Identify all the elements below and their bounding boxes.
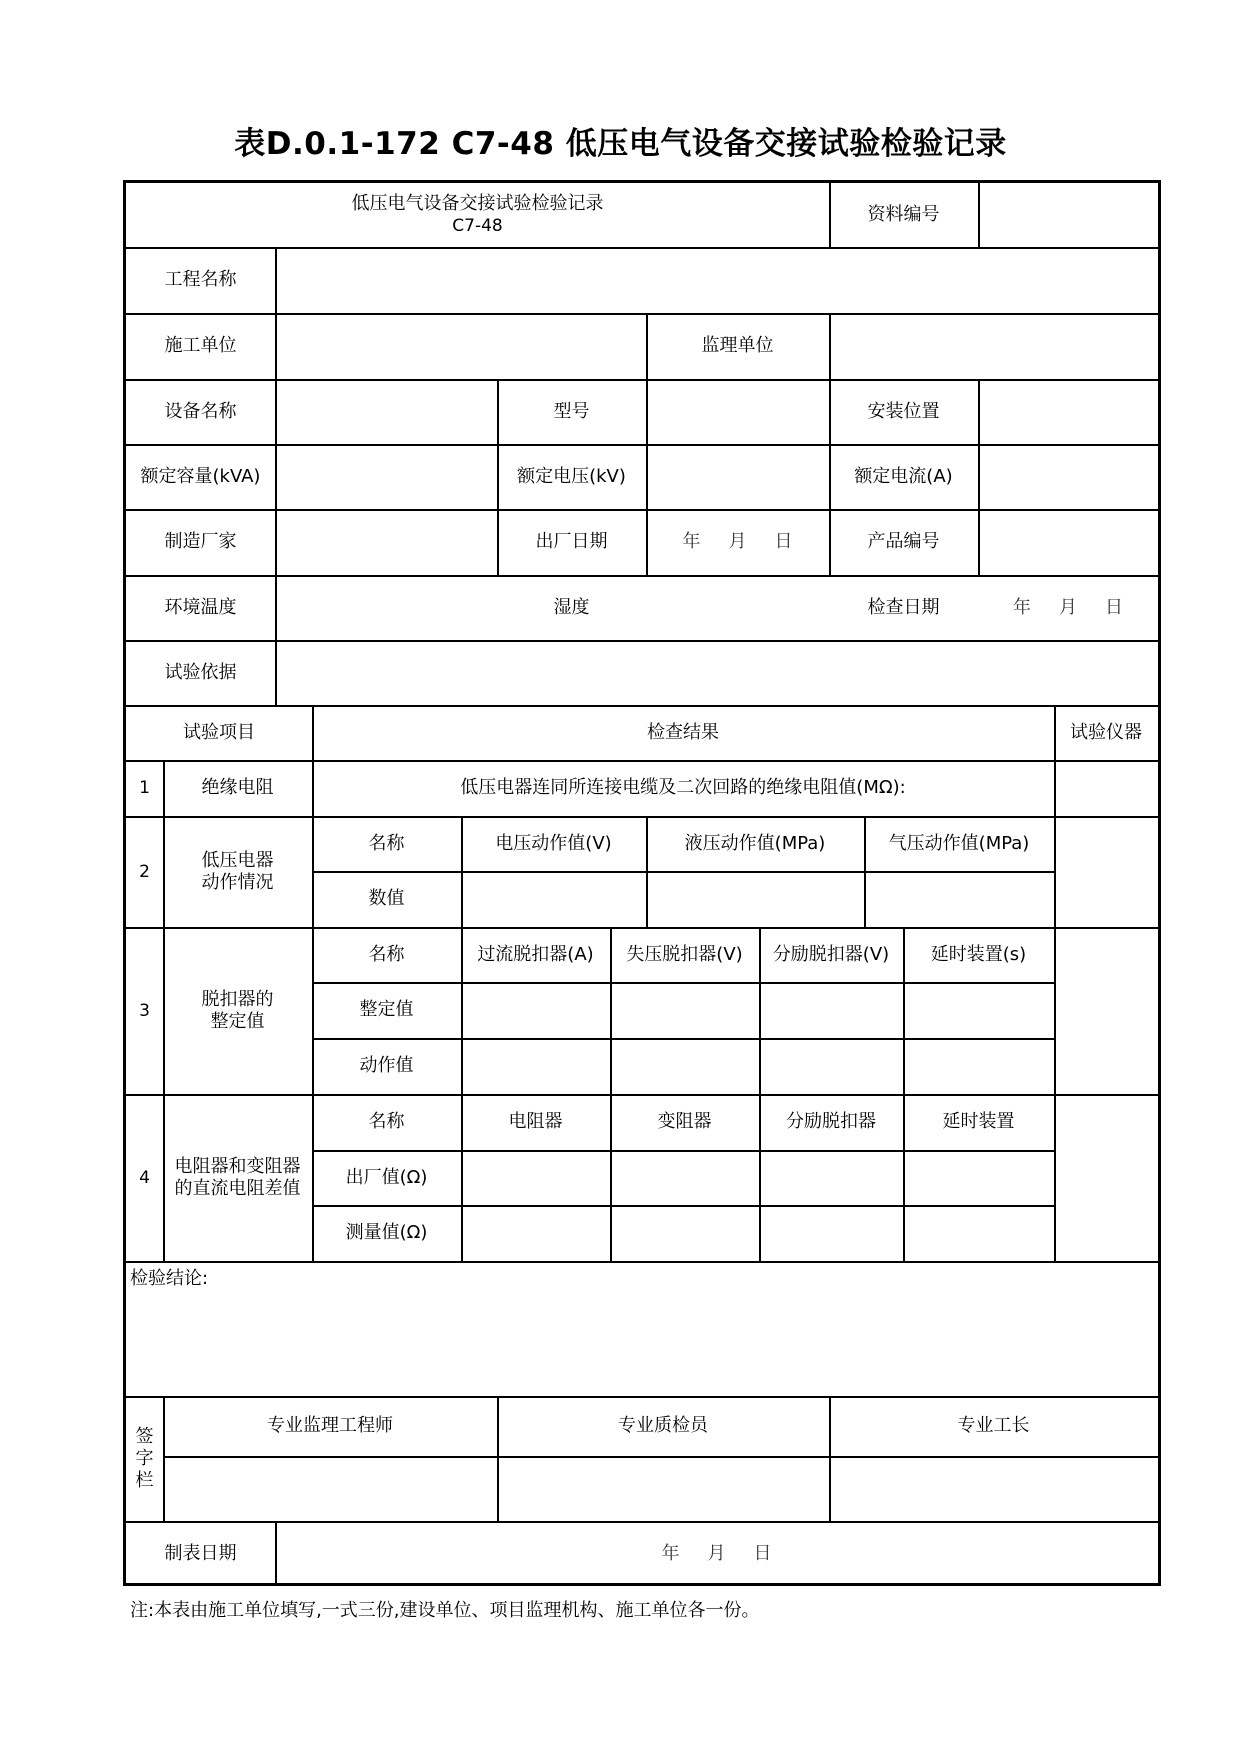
- pneumatic-action-value-field[interactable]: [864, 871, 1054, 927]
- item-2-row-label: 名称: [368, 832, 405, 854]
- test-item-header: 试验项目: [183, 721, 255, 743]
- item-3-row-label: 整定值: [359, 999, 414, 1020]
- footnote: 注:本表由施工单位填写,一式三份,建设单位、项目监理机构、施工单位各一份。: [130, 1600, 760, 1621]
- year-char: 年: [1013, 596, 1031, 618]
- day-char: 日: [1105, 596, 1123, 618]
- rated-capacity-field[interactable]: [275, 444, 497, 509]
- item-2-no: 2: [139, 861, 150, 882]
- check-date-field[interactable]: [978, 575, 1158, 640]
- check-date-label: 检查日期: [867, 596, 940, 618]
- month-char: 月: [707, 1542, 726, 1564]
- factory-date-label: 出厂日期: [535, 531, 608, 552]
- setting-value-field[interactable]: [610, 982, 759, 1038]
- action-value-field[interactable]: [759, 1038, 903, 1094]
- pneumatic-action-header: 气压动作值(MPa): [888, 832, 1030, 854]
- project-name-label: 工程名称: [164, 269, 237, 290]
- factory-value-field[interactable]: [759, 1150, 903, 1205]
- conclusion-area[interactable]: [126, 1261, 1158, 1396]
- foreman-label: 专业工长: [957, 1415, 1030, 1436]
- measured-value-field[interactable]: [461, 1205, 610, 1261]
- hydraulic-action-value-field[interactable]: [646, 871, 864, 927]
- voltage-action-header: 电压动作值(V): [495, 832, 612, 854]
- check-result-header: 检查结果: [647, 721, 719, 743]
- hydraulic-action-header: 液压动作值(MPa): [684, 832, 826, 854]
- factory-value-field[interactable]: [461, 1150, 610, 1205]
- foreman-signature-field[interactable]: [829, 1456, 1158, 1521]
- item-3-name-line2: 整定值: [210, 1010, 265, 1032]
- item-4-row-label: 出厂值(Ω): [345, 1166, 428, 1188]
- quality-inspector-signature-field[interactable]: [497, 1456, 829, 1521]
- factory-value-field[interactable]: [903, 1150, 1054, 1205]
- action-value-field[interactable]: [903, 1038, 1054, 1094]
- form-header-title: [126, 183, 829, 247]
- rated-current-field[interactable]: [978, 444, 1158, 509]
- equipment-name-field[interactable]: [275, 379, 497, 444]
- year-char: 年: [682, 531, 701, 552]
- item-4-instrument-field[interactable]: [1054, 1094, 1158, 1261]
- item-2-name: [163, 816, 312, 927]
- item-3-instrument-field[interactable]: [1054, 927, 1158, 1094]
- shunt-release-header: 分励脱扣器: [786, 1111, 876, 1132]
- item-4-no: 4: [139, 1167, 150, 1188]
- signature-char: 签: [135, 1425, 154, 1447]
- item-2-name-line1: 低压电器: [201, 849, 274, 871]
- factory-date-field[interactable]: [646, 509, 829, 575]
- doc-no-field[interactable]: [978, 183, 1158, 247]
- voltage-action-value-field[interactable]: [461, 871, 646, 927]
- manufacturer-label: 制造厂家: [164, 531, 237, 552]
- item-3-row-label: 动作值: [359, 1055, 414, 1076]
- humidity-label: 湿度: [553, 596, 590, 618]
- item-2-row-label: 数值: [368, 888, 405, 909]
- signature-char: 栏: [135, 1469, 154, 1491]
- month-char: 月: [728, 531, 747, 552]
- month-char: 月: [1059, 596, 1077, 618]
- supervision-unit-field[interactable]: [829, 313, 1158, 379]
- test-basis-label: 试验依据: [164, 661, 237, 683]
- item-3-name-line1: 脱扣器的: [201, 988, 274, 1010]
- rated-capacity-label: 额定容量(kVA): [140, 465, 261, 487]
- overcurrent-release-header: 过流脱扣器(A): [477, 943, 594, 965]
- form-code: C7-48: [452, 216, 503, 236]
- page-title: 表D.0.1-172 C7-48 低压电气设备交接试验检验记录: [234, 126, 1007, 162]
- item-4-name-line2: 的直流电阻差值: [174, 1177, 301, 1199]
- signature-char: 字: [135, 1447, 154, 1469]
- construction-unit-field[interactable]: [275, 313, 646, 379]
- item-4-row-label: 测量值(Ω): [345, 1222, 428, 1243]
- rated-current-label: 额定电流(A): [854, 465, 953, 487]
- signature-section-label: [126, 1396, 163, 1521]
- supervision-unit-label: 监理单位: [701, 335, 774, 356]
- setting-value-field[interactable]: [759, 982, 903, 1038]
- item-2-instrument-field[interactable]: [1054, 816, 1158, 927]
- form-name: 低压电气设备交接试验检验记录: [351, 193, 604, 214]
- action-value-field[interactable]: [461, 1038, 610, 1094]
- time-delay-header: 延时装置: [942, 1111, 1015, 1132]
- inspection-record-form: [123, 180, 1161, 1586]
- day-char: 日: [753, 1542, 772, 1564]
- model-field[interactable]: [646, 379, 829, 444]
- time-delay-header: 延时装置(s): [930, 943, 1027, 965]
- construction-unit-label: 施工单位: [164, 335, 237, 356]
- factory-value-field[interactable]: [610, 1150, 759, 1205]
- day-char: 日: [774, 531, 793, 552]
- item-4-name: [163, 1094, 312, 1261]
- supervisor-label: 专业监理工程师: [267, 1415, 393, 1436]
- measured-value-field[interactable]: [610, 1205, 759, 1261]
- item-3-no: 3: [139, 1000, 150, 1021]
- item-1-name: 绝缘电阻: [201, 777, 274, 798]
- made-date-field[interactable]: [275, 1521, 1158, 1586]
- item-3-name: [163, 927, 312, 1094]
- model-label: 型号: [553, 400, 590, 422]
- measured-value-field[interactable]: [759, 1205, 903, 1261]
- ambient-temp-label: 环境温度: [164, 596, 237, 618]
- setting-value-field[interactable]: [461, 982, 610, 1038]
- rated-voltage-field[interactable]: [646, 444, 829, 509]
- product-no-field[interactable]: [978, 509, 1158, 575]
- shunt-release-header: 分励脱扣器(V): [772, 943, 890, 965]
- insulation-resistance-result[interactable]: 低压电器连同所连接电缆及二次回路的绝缘电阻值(MΩ):: [460, 777, 906, 798]
- item-3-row-label: 名称: [368, 943, 405, 965]
- humidity-field[interactable]: [646, 575, 829, 640]
- item-2-name-line2: 动作情况: [201, 871, 274, 893]
- doc-no-label: 资料编号: [867, 204, 940, 225]
- conclusion-label: 检验结论:: [130, 1268, 209, 1289]
- project-name-field[interactable]: [275, 247, 1158, 313]
- setting-value-field[interactable]: [903, 982, 1054, 1038]
- item-1-no: 1: [139, 778, 150, 798]
- ambient-temp-field[interactable]: [275, 575, 497, 640]
- item-4-row-label: 名称: [368, 1111, 405, 1132]
- rheostat-header: 变阻器: [657, 1111, 712, 1132]
- action-value-field[interactable]: [610, 1038, 759, 1094]
- test-basis-field[interactable]: [275, 640, 1158, 705]
- supervisor-signature-field[interactable]: [163, 1456, 497, 1521]
- item-4-name-line1: 电阻器和变阻器: [174, 1155, 301, 1177]
- made-date-label: 制表日期: [164, 1542, 237, 1564]
- install-location-label: 安装位置: [867, 400, 940, 422]
- resistor-header: 电阻器: [508, 1111, 563, 1132]
- test-instrument-header: 试验仪器: [1070, 721, 1142, 743]
- manufacturer-field[interactable]: [275, 509, 497, 575]
- year-char: 年: [661, 1542, 680, 1564]
- item-1-instrument-field[interactable]: [1054, 760, 1158, 816]
- rated-voltage-label: 额定电压(kV): [517, 465, 626, 487]
- product-no-label: 产品编号: [867, 531, 940, 552]
- quality-inspector-label: 专业质检员: [618, 1415, 708, 1436]
- install-location-field[interactable]: [978, 379, 1158, 444]
- undervoltage-release-header: 失压脱扣器(V): [626, 943, 743, 965]
- equipment-name-label: 设备名称: [164, 400, 237, 422]
- measured-value-field[interactable]: [903, 1205, 1054, 1261]
